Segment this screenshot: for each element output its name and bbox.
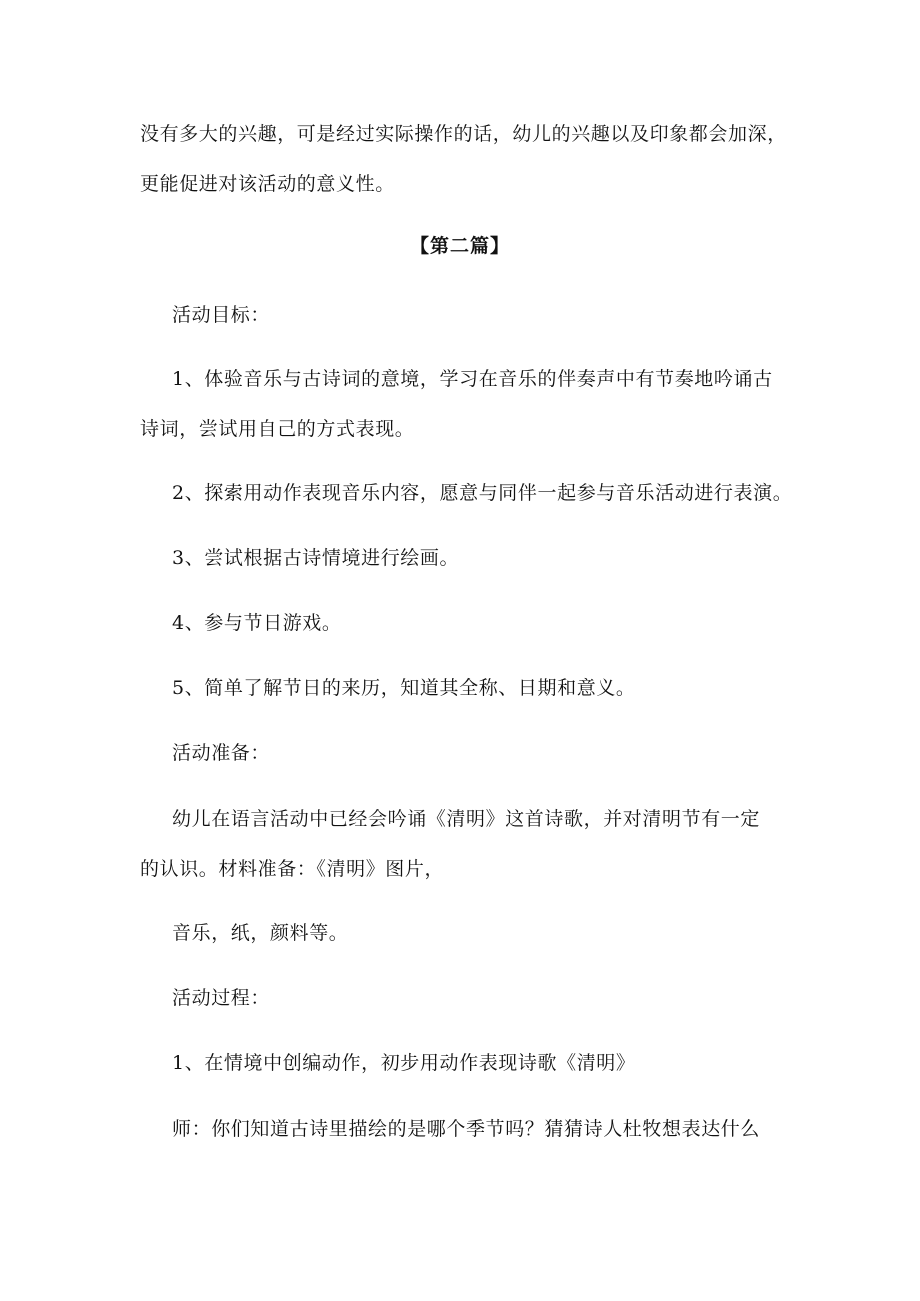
materials-text: 音乐，纸，颜料等。: [172, 922, 349, 944]
section-label-preparation: 活动准备：: [172, 742, 271, 764]
goal-item-1: 1、体验音乐与古诗词的意境，学习在音乐的伴奏声中有节奏地吟诵古: [172, 368, 773, 390]
goal-item-2: 2、探索用动作表现音乐内容，愿意与同伴一起参与音乐活动进行表演。: [172, 482, 793, 504]
preparation-text-continued: 的认识。材料准备：《清明》图片，: [140, 858, 445, 880]
paragraph-line: 没有多大的兴趣，可是经过实际操作的话，幼儿的兴趣以及印象都会加深，: [140, 123, 787, 145]
section-label-process: 活动过程：: [172, 987, 271, 1009]
goal-item-4: 4、参与节日游戏。: [172, 612, 342, 634]
teacher-dialogue: 师：你们知道古诗里描绘的是哪个季节吗？猜猜诗人杜牧想表达什么: [172, 1118, 761, 1140]
section-heading: 【第二篇】: [409, 235, 510, 257]
preparation-text: 幼儿在语言活动中已经会吟诵《清明》这首诗歌，并对清明节有一定: [172, 808, 761, 830]
process-step-1: 1、在情境中创编动作，初步用动作表现诗歌《清明》: [172, 1052, 636, 1074]
goal-item-1-continued: 诗词，尝试用自己的方式表现。: [140, 418, 415, 440]
goal-item-3: 3、尝试根据古诗情境进行绘画。: [172, 547, 460, 569]
goal-item-5: 5、简单了解节日的来历，知道其全称、日期和意义。: [172, 677, 636, 699]
section-label-goals: 活动目标：: [172, 304, 271, 326]
paragraph-line: 更能促进对该活动的意义性。: [140, 173, 395, 195]
